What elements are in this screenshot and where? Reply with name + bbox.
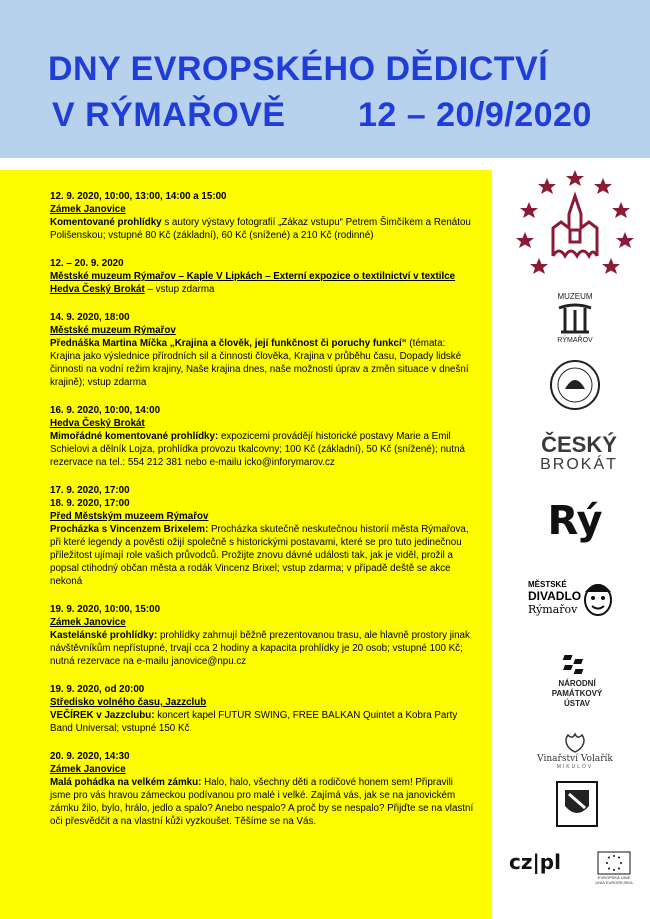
event-date: 19. 9. 2020, 10:00, 15:00 <box>50 604 161 615</box>
event-venue: Zámek Janovice <box>50 204 126 215</box>
eu-label-1: EVROPSKÁ UNIE <box>597 875 631 880</box>
npu-logo <box>542 640 612 720</box>
title-line-1: DNY EVROPSKÉHO DĚDICTVÍ <box>48 50 549 88</box>
event-item <box>50 257 475 296</box>
theatre-logo-line3: Rýmařov <box>528 603 578 616</box>
event-venue: Hedva Český Brokát <box>50 418 145 429</box>
crest-logo <box>552 778 602 830</box>
ry-logo <box>540 496 610 546</box>
event-item <box>50 683 475 735</box>
event-title: Kastelánské prohlídky: <box>50 630 158 641</box>
museum-emblem-icon <box>553 302 597 336</box>
event-description: prohlídky zahrnují běžně prezentovanou trasu, ale hlavně prostory jinak návštěvníkům nepřístupné, trvají cca 2 hodiny a kapacita prohlídky je 20 osob; vstupné 100 Kč; nutná rezervace na e-mailu janovice@npu.cz <box>50 630 470 667</box>
eu-flag-icon <box>597 851 631 875</box>
event-title: Komentované prohlídky <box>50 217 162 228</box>
event-item <box>50 750 475 828</box>
event-venue: Zámek Janovice <box>50 764 126 775</box>
theatre-logo <box>528 570 628 626</box>
museum-rymarov-logo <box>530 288 620 350</box>
ry-logo-text: Rý <box>547 498 603 544</box>
cesky-brokat-logo <box>534 426 624 482</box>
winery-town: MIKULOV <box>556 764 594 770</box>
event-venue: Zámek Janovice <box>50 617 126 628</box>
event-date: 20. 9. 2020, 14:30 <box>50 751 130 762</box>
event-description: (témata: Krajina jako výslednice přírodních sil a činnosti člověka, Krajina v průběhu času, Dopady lidské činnosti na vodní režim krajiny, Naše krajina dnes, naše možnosti úprav a změn situace v dnešní krajině); vstup zdarma <box>50 338 469 388</box>
npu-blocks-icon <box>562 651 592 679</box>
event-item <box>50 311 475 389</box>
event-title: VEČÍREK v Jazzclubu: <box>50 710 155 721</box>
event-title: Přednáška Martina Míčka „Krajina a člověk, její funkčnost či poruchy funkcí“ <box>50 338 407 349</box>
event-venue: Středisko volného času, Jazzclub <box>50 697 207 708</box>
event-description: Procházka skutečně neskutečnou historií města Rýmařova, při které legendy a pověsti ožijí společně s historickými postavami, které se pro tuto jedinečnou příležitost ujímají role vašich průvodců. Prožijte znovu dávné události tak, jak je viděl, prožil a popsal ctihodný občan města a rodák Vincenz Brixel; vstup zdarma; v případě deště se akce nekoná <box>50 524 469 587</box>
event-item <box>50 190 475 242</box>
title-line-2: V RÝMAŘOVĚ <box>52 96 286 134</box>
czpl-logo <box>508 848 562 876</box>
grape-leaf-icon <box>562 732 588 754</box>
header-banner <box>0 0 650 158</box>
eu-logo <box>584 844 644 892</box>
event-date-2: 18. 9. 2020, 17:00 <box>50 498 130 509</box>
event-item <box>50 484 475 588</box>
npu-line3: ÚSTAV <box>564 699 590 708</box>
event-item <box>50 404 475 469</box>
event-date: 12. 9. 2020, 10:00, 13:00, 14:00 a 15:00 <box>50 191 227 202</box>
winery-logo <box>520 722 630 780</box>
event-venue: Městské muzeum Rýmařov – Kaple V Lipkách – Externí expozice o textilnictví v textilce Hedva Český Brokát <box>50 271 456 295</box>
event-date: 16. 9. 2020, 10:00, 14:00 <box>50 405 161 416</box>
event-list <box>50 190 475 843</box>
jazzclub-badge-icon <box>549 359 601 411</box>
brokat-logo-line2: BROKÁT <box>540 456 618 473</box>
event-title: Malá pohádka na velkém zámku: <box>50 777 202 788</box>
event-date: 19. 9. 2020, od 20:00 <box>50 684 145 695</box>
event-title: Procházka s Vincenzem Brixelem: <box>50 524 209 535</box>
event-date: 12. – 20. 9. 2020 <box>50 258 124 269</box>
eu-label-2: UNIA EUROPEJSKA <box>595 880 633 885</box>
museum-logo-bottom: RÝMAŘOV <box>557 337 593 344</box>
theatre-mask-icon <box>581 578 615 618</box>
event-description: koncert kapel FUTUR SWING, FREE BALKAN Quintet a Kobra Party Band Universal; vstupné 150 Kč <box>50 710 458 734</box>
czpl-logo-text: cz|pl <box>509 850 561 874</box>
event-description: s autory výstavy fotografií „Zákaz vstupu“ Petrem Šimčíkem a Renátou Polišenskou; vstupné 80 Kč (základní), 60 Kč (snížené) a 210 Kč (rodinné) <box>50 217 471 241</box>
event-title: Mimořádné komentované prohlídky: <box>50 431 219 442</box>
event-date: 14. 9. 2020, 18:00 <box>50 312 130 323</box>
event-date: 17. 9. 2020, 17:00 <box>50 485 130 496</box>
theatre-logo-line2: DIVADLO <box>528 589 582 603</box>
heritage-days-logo <box>512 164 638 284</box>
winery-name: Vinařství Volařík <box>537 754 613 764</box>
event-venue: Před Městským muzeem Rýmařov <box>50 511 209 522</box>
title-dates: 12 – 20/9/2020 <box>358 96 592 134</box>
event-description: expozicemi provádějí historické postavy Marie a Emil Schielovi a dělník Lojza, prohlídka provozu tkalcovny; 100 Kč (základní), 50 Kč (snížené); nutná rezervace na tel.: 554 212 381 nebo e-mailu icko@inforymarov.cz <box>50 431 465 468</box>
npu-line2: PAMÁTKOVÝ <box>551 689 603 698</box>
event-description: – vstup zdarma <box>144 284 215 295</box>
brokat-logo-line1: ČESKÝ <box>541 432 617 457</box>
npu-line1: NÁRODNÍ <box>558 679 596 688</box>
stars-castle-icon <box>515 166 635 282</box>
museum-logo-top: MUZEUM <box>557 292 593 301</box>
theatre-logo-line1: MĚSTSKÉ <box>528 580 567 589</box>
event-item <box>50 603 475 668</box>
partner-logos <box>500 160 650 919</box>
crest-shield-icon <box>555 780 599 828</box>
jazzclub-logo <box>548 358 602 412</box>
event-description: Halo, halo, všechny děti a rodičové honem sem! Připravili jsme pro vás hravou zámeckou podívanou pro malé i velké. Zajímá vás, jak se na janovickém zámku žilo, bylo, hrálo, jedlo a spalo? Anebo nespalo? A proč by se nespalo? Přijďte se na vlastní oči přesvědčit a na vlastní kůži vyzkoušet. Těšíme se na Vás. <box>50 777 474 827</box>
event-venue: Městské muzeum Rýmařov <box>50 325 176 336</box>
